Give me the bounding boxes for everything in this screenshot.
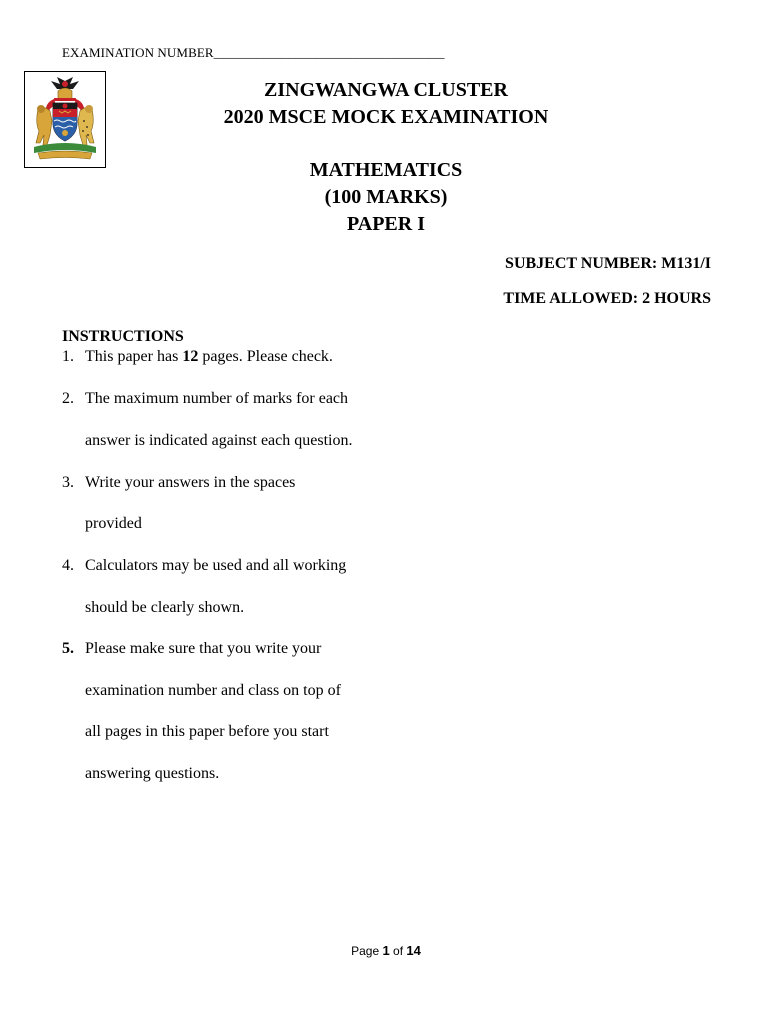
- instruction-1-number: 1.: [62, 348, 74, 365]
- footer-of-word: of: [389, 944, 407, 958]
- instruction-3-line-1: Write your answers in the spaces: [85, 474, 296, 491]
- instruction-4-line-1: Calculators may be used and all working: [85, 557, 347, 574]
- instruction-1-after: pages. Please check.: [198, 348, 333, 365]
- subject-title: MATHEMATICS: [309, 159, 463, 181]
- exam-number-blank[interactable]: ___________________________________: [213, 45, 445, 60]
- instruction-2-line-1: The maximum number of marks for each: [85, 390, 349, 407]
- marks-title: (100 MARKS): [324, 186, 448, 208]
- instruction-2-number: 2.: [62, 390, 74, 407]
- instruction-3-number: 3.: [62, 474, 74, 491]
- cluster-title: ZINGWANGWA CLUSTER: [264, 79, 508, 101]
- footer-total-pages: 14: [406, 943, 421, 958]
- time-allowed: TIME ALLOWED: 2 HOURS: [503, 290, 711, 307]
- instruction-2-line-2: answer is indicated against each question.: [85, 432, 353, 449]
- page-footer: [0, 943, 768, 958]
- exam-title: 2020 MSCE MOCK EXAMINATION: [223, 106, 549, 128]
- instruction-1-page-count: 12: [182, 348, 199, 365]
- instruction-5-number: 5.: [62, 640, 74, 657]
- paper-title: PAPER I: [347, 213, 425, 235]
- footer-page-word: Page: [351, 944, 383, 958]
- instruction-4-number: 4.: [62, 557, 74, 574]
- subject-number: SUBJECT NUMBER: M131/I: [505, 255, 711, 272]
- instruction-5-line-3: all pages in this paper before you start: [85, 723, 329, 740]
- instruction-5-line-1: Please make sure that you write your: [85, 640, 322, 657]
- instruction-1-before: This paper has: [85, 348, 183, 365]
- footer-current-page: 1: [382, 943, 390, 958]
- instruction-4-line-2: should be clearly shown.: [85, 599, 245, 616]
- exam-number-line: [62, 45, 445, 61]
- exam-number-label: EXAMINATION NUMBER: [62, 45, 214, 60]
- instructions-heading: INSTRUCTIONS: [62, 328, 184, 345]
- instruction-5-line-4: answering questions.: [85, 765, 220, 782]
- instruction-1-text: [85, 348, 333, 366]
- instruction-5-line-2: examination number and class on top of: [85, 682, 341, 699]
- instruction-3-line-2: provided: [85, 515, 142, 532]
